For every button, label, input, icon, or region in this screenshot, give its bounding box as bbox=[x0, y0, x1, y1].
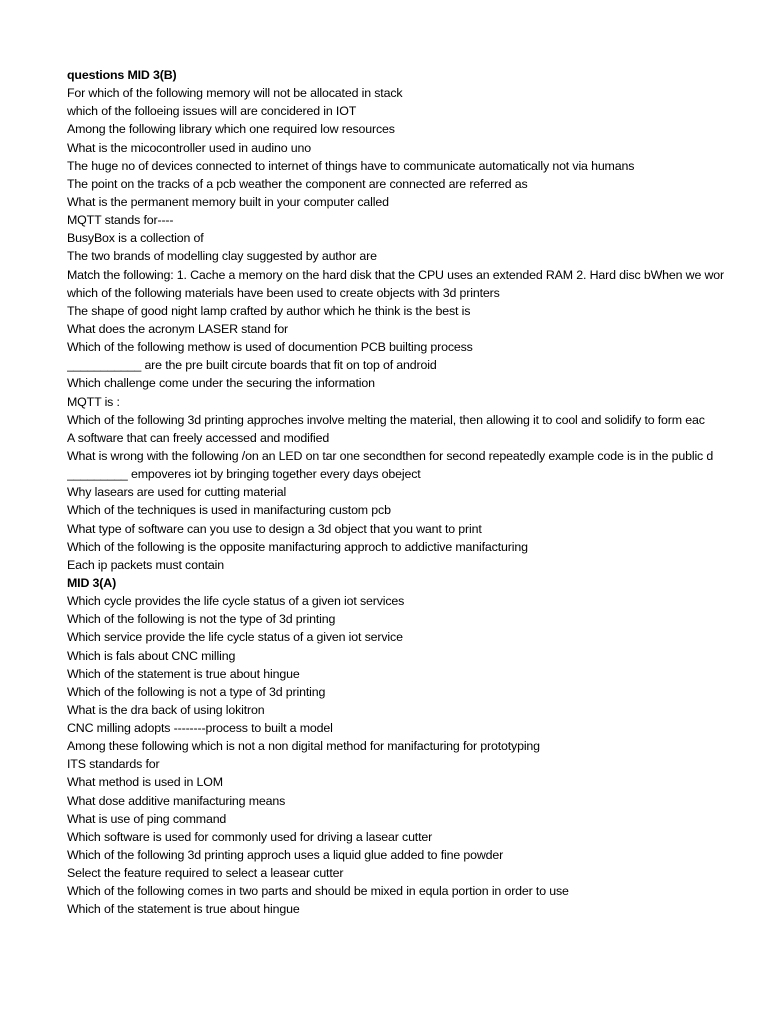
question-line: Which of the following is the opposite manifacturing approch to addictive manifacturing bbox=[67, 539, 528, 554]
question-line: A software that can freely accessed and modified bbox=[67, 430, 330, 445]
question-line: For which of the following memory will not be allocated in stack bbox=[67, 86, 403, 101]
question-line: which of the folloeing issues will are concidered in IOT bbox=[67, 104, 357, 119]
question-line: Each ip packets must contain bbox=[67, 557, 224, 572]
question-line: _________ empoveres iot by bringing together every days obeject bbox=[67, 467, 421, 482]
document-page bbox=[67, 66, 768, 919]
question-line: Which challenge come under the securing the information bbox=[67, 376, 375, 391]
question-list bbox=[67, 66, 768, 919]
question-line: Which of the following methow is used of documention PCB builting process bbox=[67, 340, 473, 355]
question-line: Which of the following comes in two parts and should be mixed in equla portion in order to use bbox=[67, 884, 569, 899]
question-line: What does the acronym LASER stand for bbox=[67, 321, 289, 336]
question-line: Match the following: 1. Cache a memory on the hard disk that the CPU uses an extended RAM 2. Hard disc bWhen we wor bbox=[67, 267, 724, 282]
question-line: Among these following which is not a non digital method for manifacturing for prototyping bbox=[67, 739, 540, 754]
question-line: ___________ are the pre built circute boards that fit on top of android bbox=[67, 358, 437, 373]
question-line: The point on the tracks of a pcb weather the component are connected are referred as bbox=[67, 176, 528, 191]
question-line: What is wrong with the following /on an LED on tar one secondthen for second repeatedly example code is in the public d bbox=[67, 448, 714, 463]
question-line: Select the feature required to select a leasear cutter bbox=[67, 866, 344, 881]
question-line: What method is used in LOM bbox=[67, 775, 223, 790]
question-line: ITS standards for bbox=[67, 757, 160, 772]
question-line: MQTT is : bbox=[67, 394, 120, 409]
question-line: What is the permanent memory built in your computer called bbox=[67, 194, 389, 209]
question-line: What is use of ping command bbox=[67, 811, 227, 826]
question-line: Which software is used for commonly used for driving a lasear cutter bbox=[67, 829, 433, 844]
question-line: Which is fals about CNC milling bbox=[67, 648, 236, 663]
question-line: MQTT stands for---- bbox=[67, 213, 174, 228]
question-line: The two brands of modelling clay suggested by author are bbox=[67, 249, 377, 264]
question-line: CNC milling adopts --------process to built a model bbox=[67, 721, 333, 736]
question-line: What dose additive manifacturing means bbox=[67, 793, 286, 808]
section-heading: questions MID 3(B) bbox=[67, 68, 177, 82]
question-line: What is the micocontroller used in audino uno bbox=[67, 140, 311, 155]
question-line: Which of the following is not the type of 3d printing bbox=[67, 612, 336, 627]
question-line: Which service provide the life cycle status of a given iot service bbox=[67, 630, 403, 645]
question-line: Among the following library which one required low resources bbox=[67, 122, 395, 137]
question-line: which of the following materials have been used to create objects with 3d printers bbox=[67, 285, 500, 300]
question-line: What type of software can you use to design a 3d object that you want to print bbox=[67, 521, 482, 536]
question-line: Which of the statement is true about hingue bbox=[67, 666, 300, 681]
question-line: Which of the techniques is used in manifacturing custom pcb bbox=[67, 503, 391, 518]
question-line: Which cycle provides the life cycle status of a given iot services bbox=[67, 594, 405, 609]
question-line: Why lasears are used for cutting material bbox=[67, 485, 287, 500]
question-line: Which of the following is not a type of 3d printing bbox=[67, 684, 326, 699]
question-line: The shape of good night lamp crafted by author which he think is the best is bbox=[67, 303, 471, 318]
question-line: Which of the following 3d printing approch uses a liquid glue added to fine powder bbox=[67, 848, 504, 863]
section-heading: MID 3(A) bbox=[67, 575, 117, 590]
question-line: BusyBox is a collection of bbox=[67, 231, 204, 246]
question-line: Which of the statement is true about hingue bbox=[67, 902, 300, 917]
question-line: What is the dra back of using lokitron bbox=[67, 702, 265, 717]
question-line: The huge no of devices connected to internet of things have to communicate automatically not via humans bbox=[67, 158, 635, 173]
question-line: Which of the following 3d printing approches involve melting the material, then allowing it to cool and solidify to form eac bbox=[67, 412, 705, 427]
